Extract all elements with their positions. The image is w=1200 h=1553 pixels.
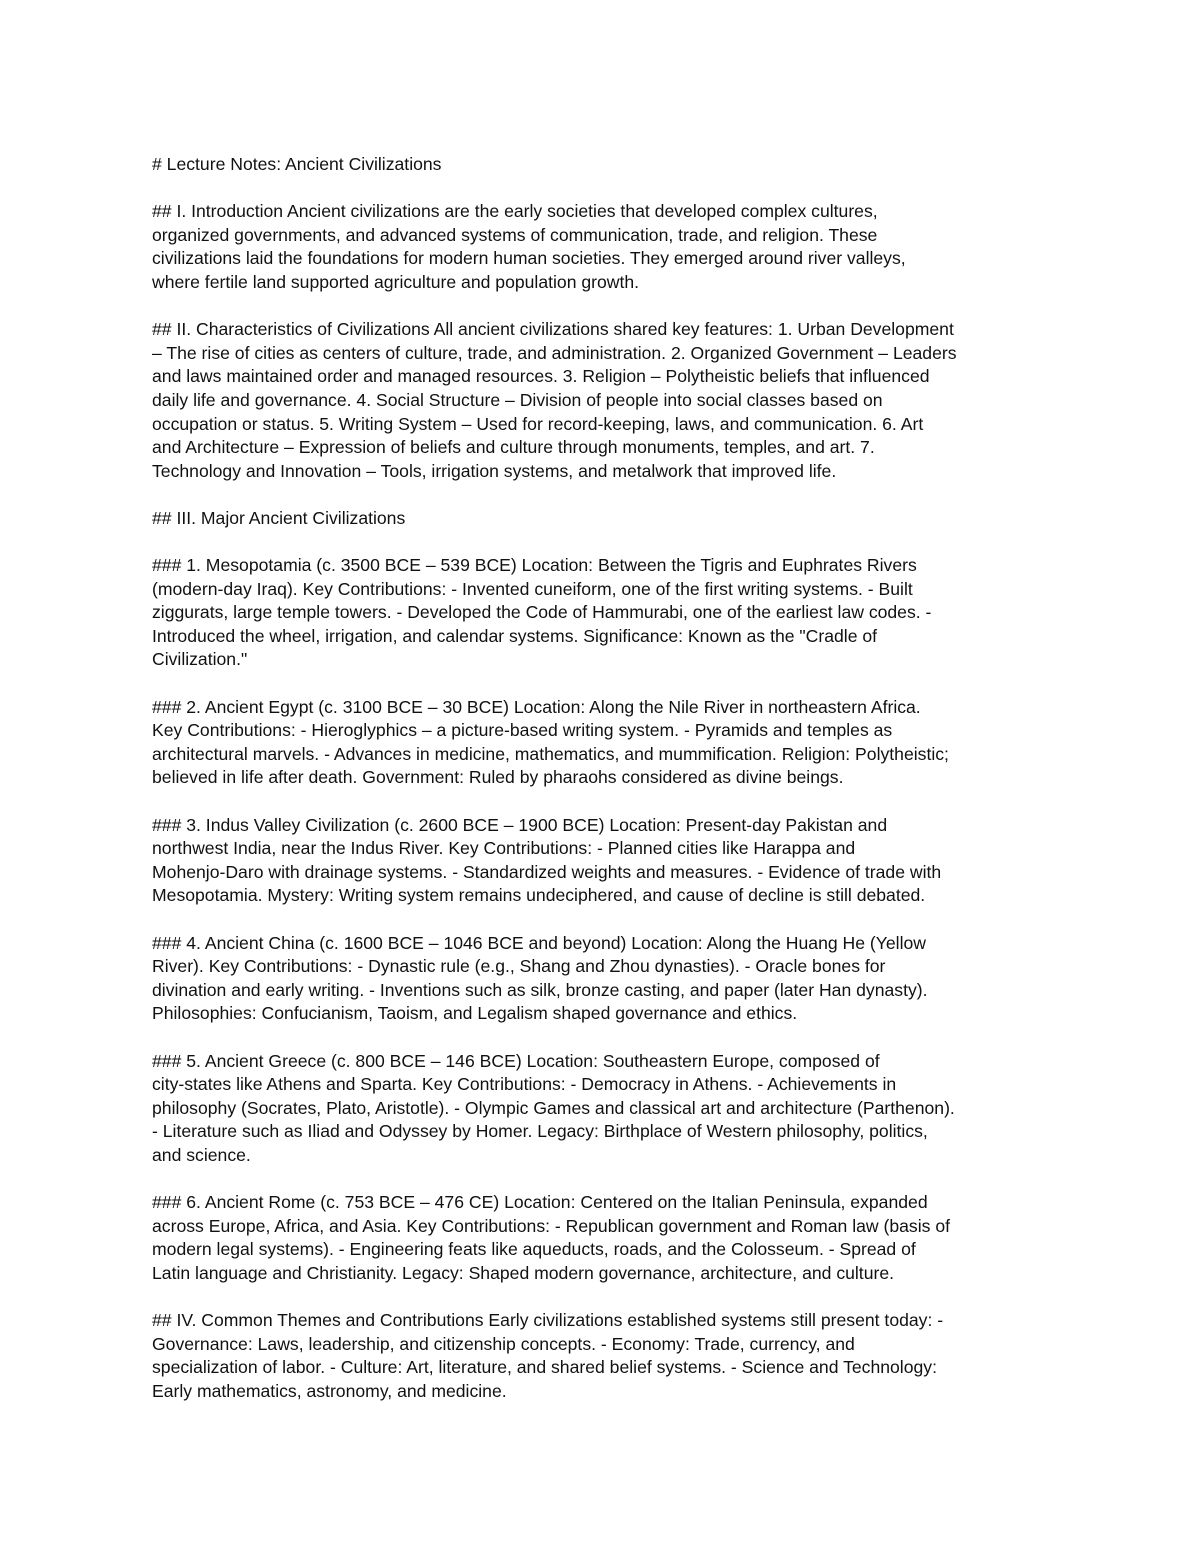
section-common-themes: ## IV. Common Themes and Contributions Early civilizations established systems still present today: - Governance: Laws, leadership, and citizenship concepts. - Economy: Trade, currency, and specialization of labor. - Culture: Art, literature, and shared belief systems. - Science and Technology: Early mathematics, astronomy, and medicine. xyxy=(152,1310,944,1401)
subsection-ancient-greece: ### 5. Ancient Greece (c. 800 BCE – 146 BCE) Location: Southeastern Europe, composed of city-states like Athens and Sparta. Key Contributions: - Democracy in Athens. - Achievements in philosophy (Socrates, Plato, Aristotle). - Olympic Games and classical art and architecture (Parthenon). - Literature such as Iliad and Odyssey by Homer. Legacy: Birthplace of Western philosophy, politics, and science. xyxy=(152,1050,955,1165)
section-introduction: ## I. Introduction Ancient civilizations are the early societies that developed complex cultures, organized governments, and advanced systems of communication, trade, and religion. These civilizations laid the foundations for modern human societies. They emerged around river valleys, where fertile land supported agriculture and population growth. xyxy=(152,201,906,292)
section-major-civilizations-heading: ## III. Major Ancient Civilizations xyxy=(152,507,406,528)
section-characteristics: ## II. Characteristics of Civilizations All ancient civilizations shared key features: 1. Urban Development – The rise of cities as centers of culture, trade, and administration. 2. Organized Government – Leaders and laws maintained order and managed resources. 3. Religion – Polytheistic beliefs that influenced daily life and governance. 4. Social Structure – Division of people into social classes based on occupation or status. 5. Writing System – Used for record-keeping, laws, and communication. 6. Art and Architecture – Expression of beliefs and culture through monuments, temples, and art. 7. Technology and Innovation – Tools, irrigation systems, and metalwork that improved life. xyxy=(152,319,957,481)
document-title: # Lecture Notes: Ancient Civilizations xyxy=(152,154,442,174)
document-page xyxy=(152,153,1052,1427)
subsection-mesopotamia: ### 1. Mesopotamia (c. 3500 BCE – 539 BCE) Location: Between the Tigris and Euphrates Rivers (modern-day Iraq). Key Contributions: - Invented cuneiform, one of the first writing systems. - Built ziggurats, large temple towers. - Developed the Code of Hammurabi, one of the earliest law codes. - Introduced the wheel, irrigation, and calendar systems. Significance: Known as the "Cradle of Civilization." xyxy=(152,555,932,670)
subsection-ancient-china: ### 4. Ancient China (c. 1600 BCE – 1046 BCE and beyond) Location: Along the Huang He (Yellow River). Key Contributions: - Dynastic rule (e.g., Shang and Zhou dynasties). - Oracle bones for divination and early writing. - Inventions such as silk, bronze casting, and paper (later Han dynasty). Philosophies: Confucianism, Taoism, and Legalism shaped governance and ethics. xyxy=(152,932,928,1024)
subsection-ancient-egypt: ### 2. Ancient Egypt (c. 3100 BCE – 30 BCE) Location: Along the Nile River in northeastern Africa. Key Contributions: - Hieroglyphics – a picture-based writing system. - Pyramids and temples as architectural marvels. - Advances in medicine, mathematics, and mummification. Religion: Polytheistic; believed in life after death. Government: Ruled by pharaohs considered as divine beings. xyxy=(152,696,949,788)
subsection-ancient-rome: ### 6. Ancient Rome (c. 753 BCE – 476 CE) Location: Centered on the Italian Peninsula, expanded across Europe, Africa, and Asia. Key Contributions: - Republican government and Roman law (basis of modern legal systems). - Engineering feats like aqueducts, roads, and the Colosseum. - Spread of Latin language and Christianity. Legacy: Shaped modern governance, architecture, and culture. xyxy=(152,1192,950,1283)
subsection-indus-valley: ### 3. Indus Valley Civilization (c. 2600 BCE – 1900 BCE) Location: Present-day Pakistan and northwest India, near the Indus River. Key Contributions: - Planned cities like Harappa and Mohenjo-Daro with drainage systems. - Standardized weights and measures. - Evidence of trade with Mesopotamia. Mystery: Writing system remains undeciphered, and cause of decline is still debated. xyxy=(152,814,942,906)
